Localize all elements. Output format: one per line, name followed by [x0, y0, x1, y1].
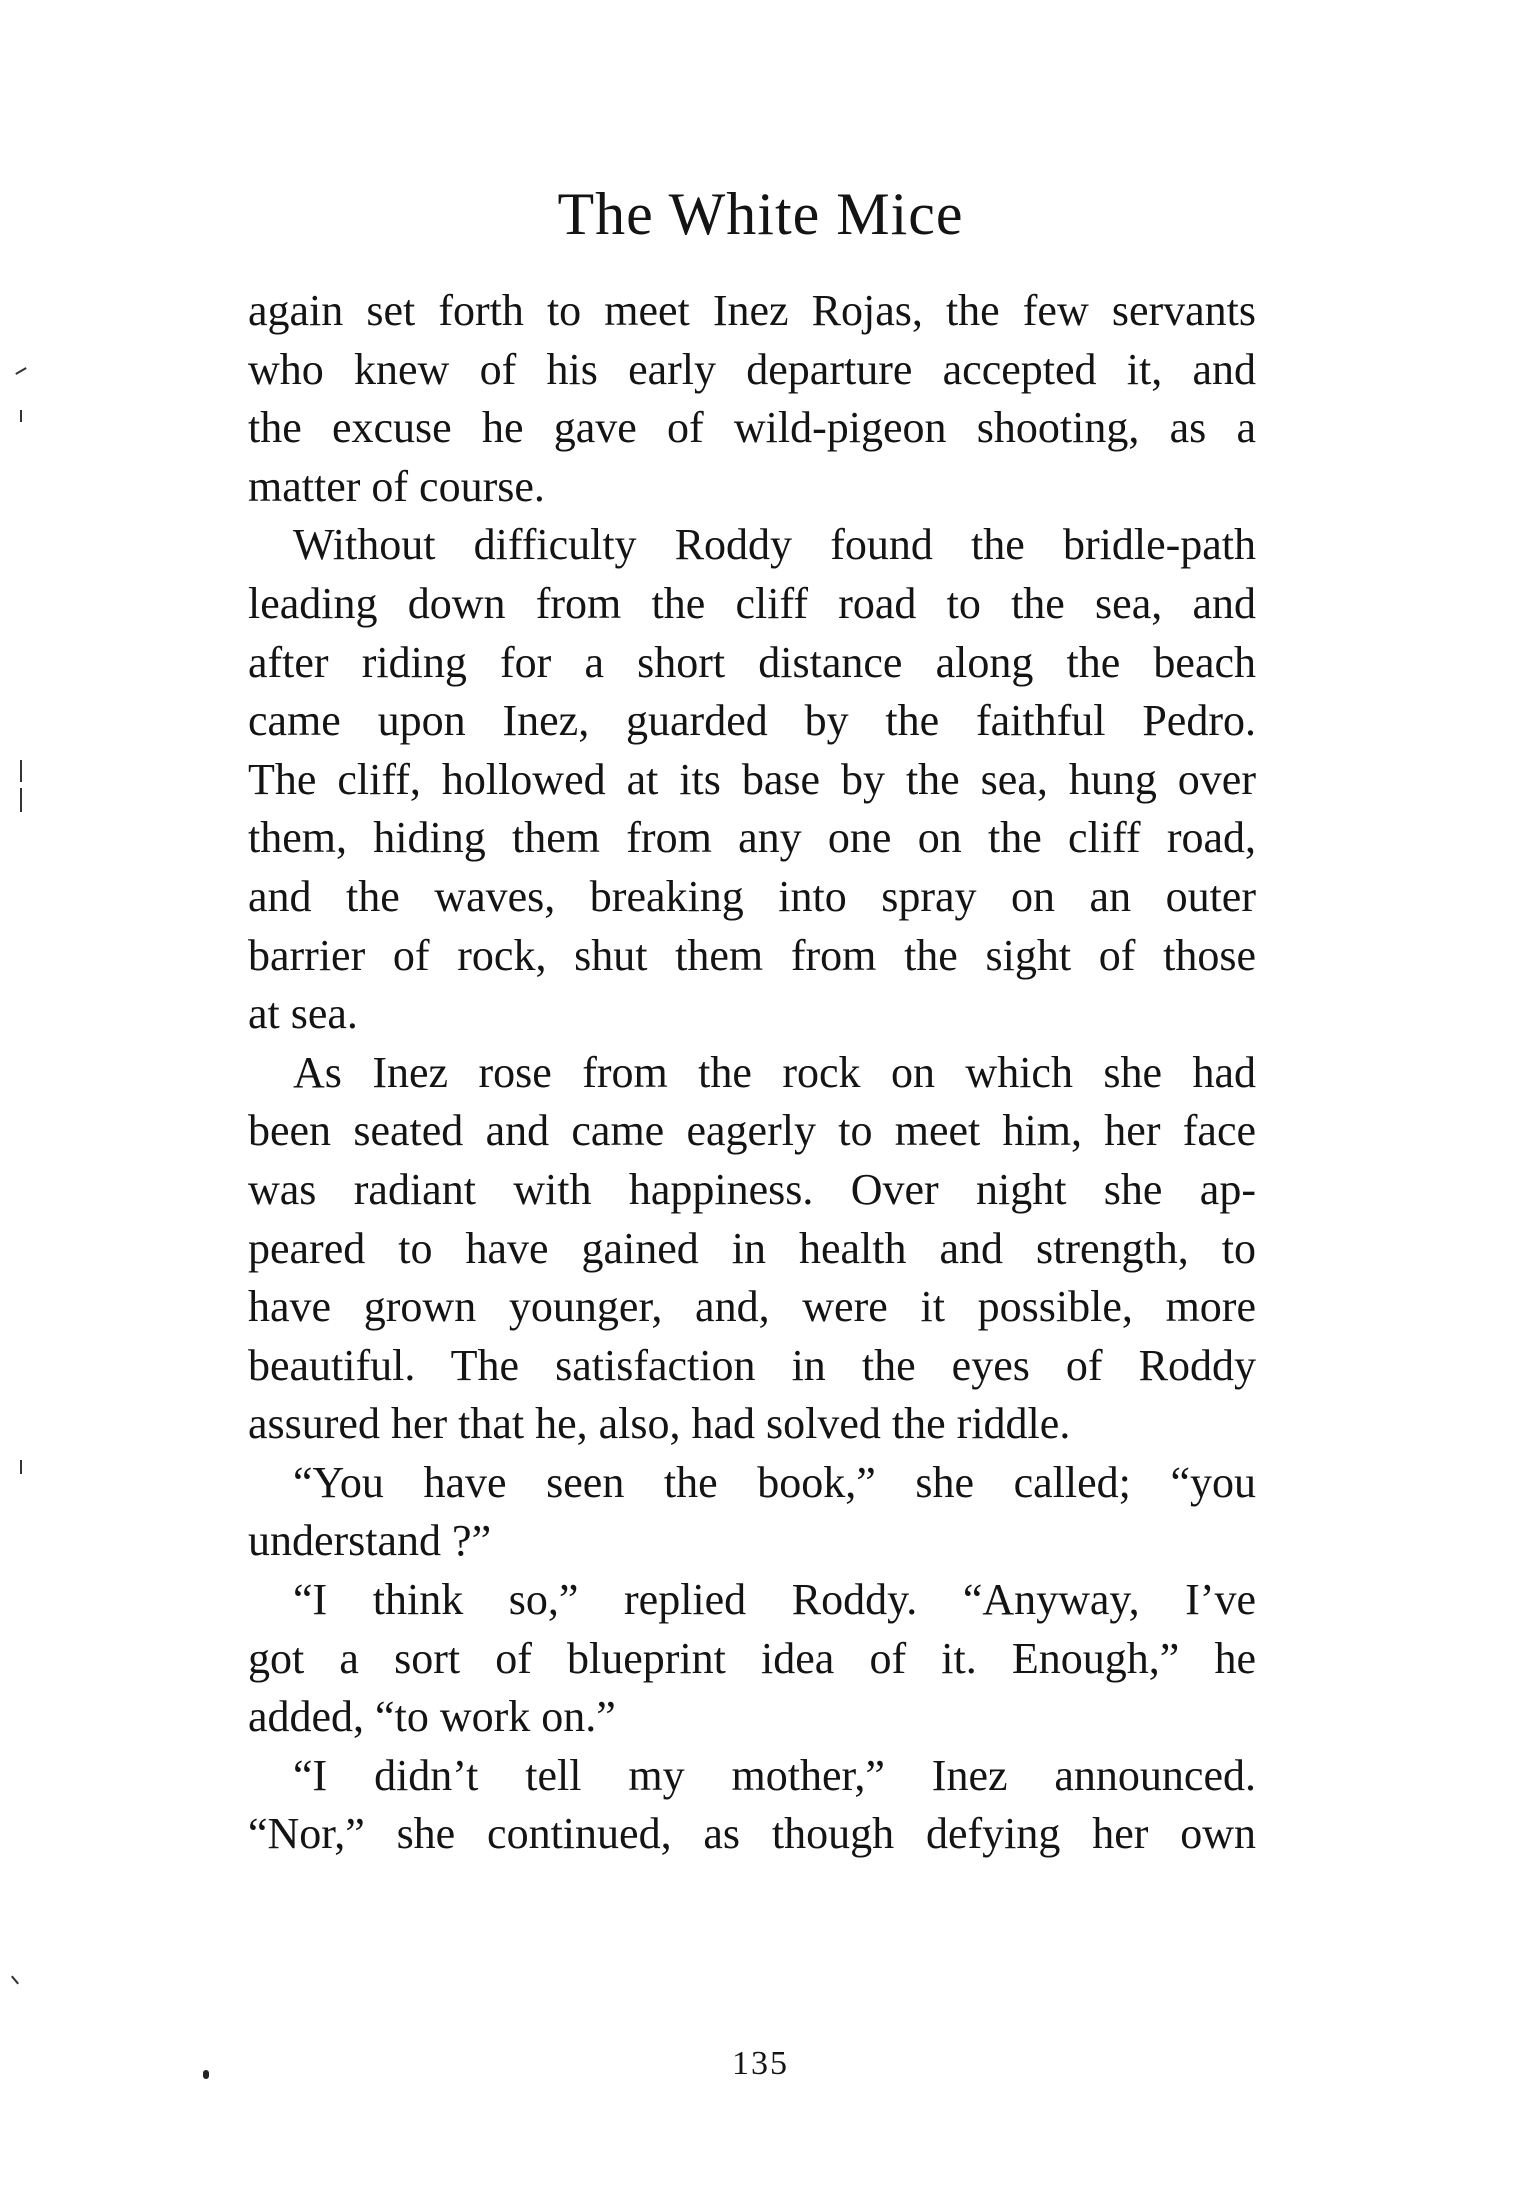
- text-line: been seated and came eagerly to meet him, her face: [248, 1106, 1256, 1156]
- text-line: peared to have gained in health and strength, to: [248, 1223, 1256, 1273]
- text-line: them, hiding them from any one on the cliff road,: [248, 813, 1256, 863]
- text-line: understand ?”: [248, 1516, 492, 1566]
- text-line: Without difficulty Roddy found the bridle-path: [293, 520, 1256, 570]
- text-line: again set forth to meet Inez Rojas, the few servants: [248, 286, 1256, 335]
- paragraph: [248, 516, 1256, 1043]
- text-line: at sea.: [248, 989, 358, 1039]
- paragraph: [248, 1044, 1256, 1454]
- paragraph: [248, 282, 1256, 516]
- text-line: “I didn’t tell my mother,” Inez announced.: [293, 1750, 1256, 1800]
- text-line: who knew of his early departure accepted it, and: [248, 344, 1256, 394]
- scan-mark: [15, 367, 26, 375]
- text-line: the excuse he gave of wild-pigeon shooting, as a: [248, 403, 1256, 453]
- scan-mark: [20, 788, 22, 812]
- text-line: matter of course.: [248, 461, 545, 511]
- paragraph: [248, 1454, 1256, 1571]
- text-line: after riding for a short distance along the beach: [248, 637, 1256, 687]
- scan-mark: [203, 2070, 209, 2079]
- scan-mark: [20, 760, 22, 782]
- text-line: “I think so,” replied Roddy. “Anyway, I’ve: [293, 1575, 1256, 1625]
- text-line: got a sort of blueprint idea of it. Enough,” he: [248, 1633, 1256, 1683]
- page-number: 135: [732, 2045, 789, 2082]
- text-line: was radiant with happiness. Over night she ap-: [248, 1164, 1256, 1214]
- paragraph: [248, 1747, 1256, 1864]
- text-line: beautiful. The satisfaction in the eyes of Roddy: [248, 1340, 1256, 1390]
- text-line: “Nor,” she continued, as though defying her own: [248, 1809, 1256, 1859]
- scan-mark: [11, 1976, 19, 1985]
- text-line: The cliff, hollowed at its base by the sea, hung over: [248, 754, 1256, 804]
- text-line: came upon Inez, guarded by the faithful Pedro.: [248, 696, 1256, 746]
- scan-mark: [20, 1460, 22, 1474]
- scan-mark: [20, 410, 22, 422]
- paragraph: [248, 1571, 1256, 1747]
- text-line: barrier of rock, shut them from the sight of those: [248, 930, 1256, 980]
- text-line: As Inez rose from the rock on which she had: [293, 1047, 1256, 1097]
- running-head: The White Mice: [557, 181, 964, 247]
- text-line: leading down from the cliff road to the sea, and: [248, 578, 1256, 628]
- text-line: added, “to work on.”: [248, 1692, 616, 1742]
- text-line: assured her that he, also, had solved the riddle.: [248, 1399, 1071, 1449]
- text-line: and the waves, breaking into spray on an outer: [248, 871, 1256, 921]
- text-line: have grown younger, and, were it possible, more: [248, 1282, 1256, 1332]
- text-line: “You have seen the book,” she called; “you: [293, 1457, 1256, 1507]
- body-text: [248, 282, 1256, 1864]
